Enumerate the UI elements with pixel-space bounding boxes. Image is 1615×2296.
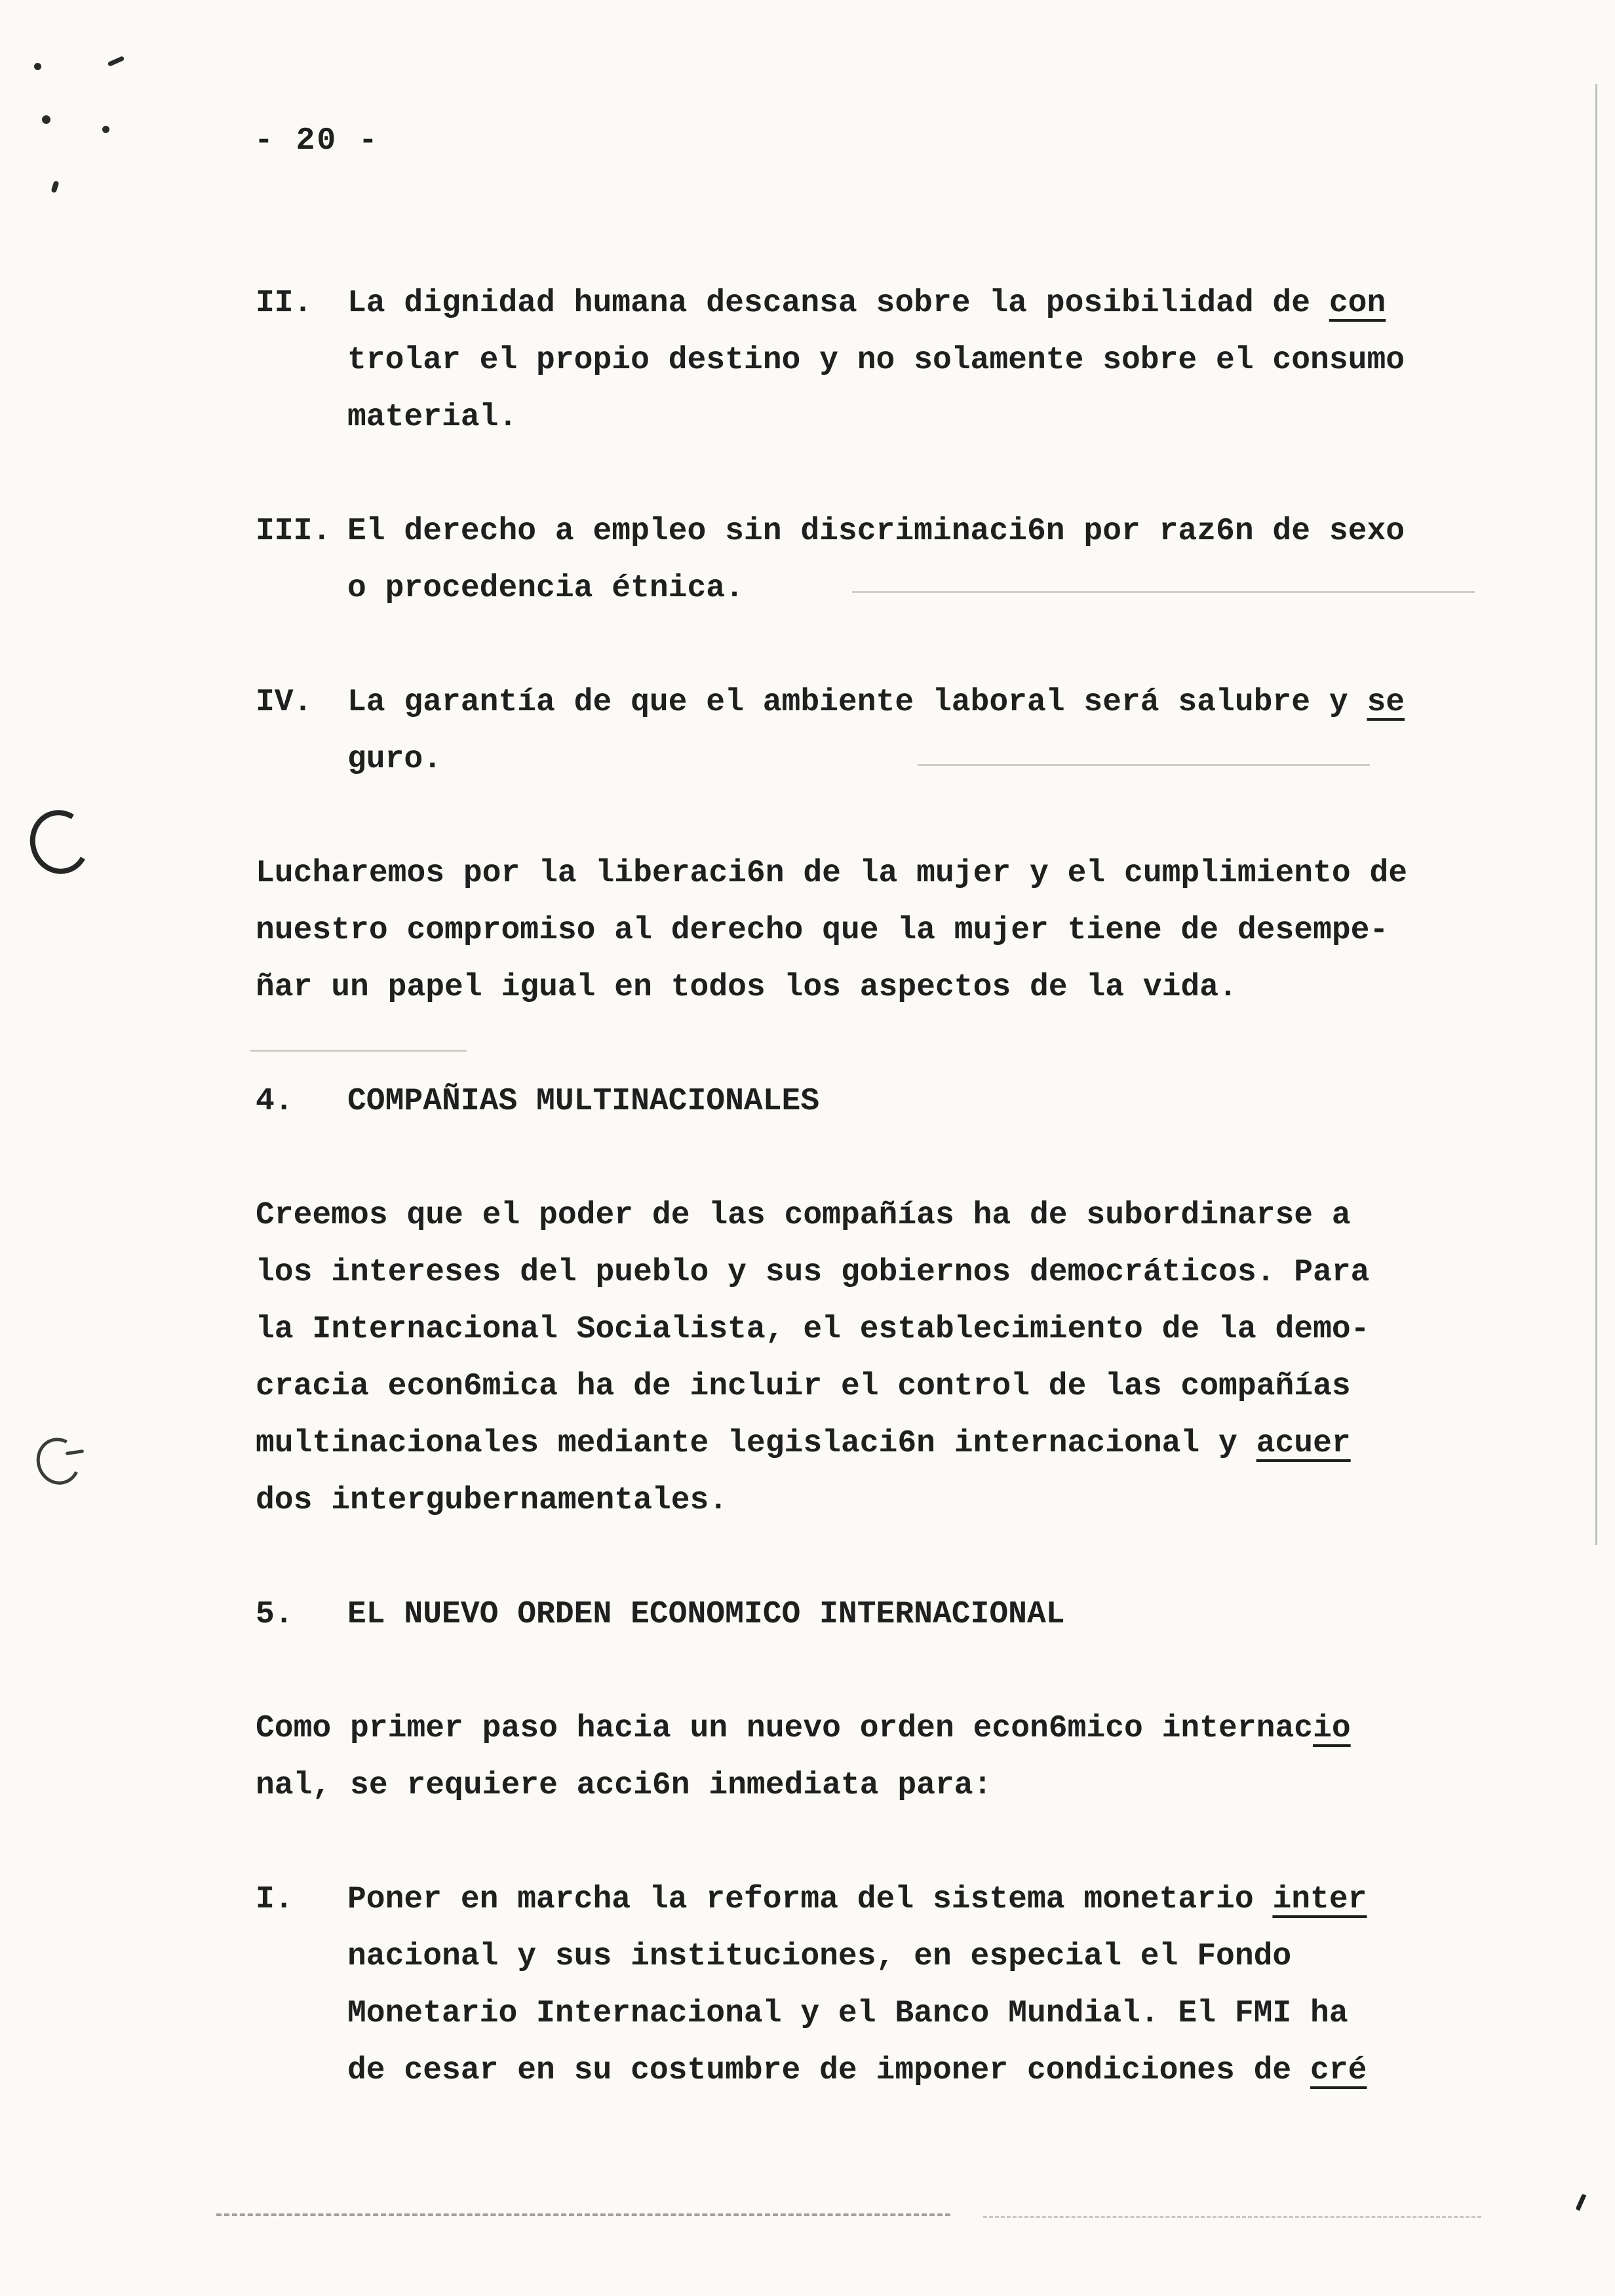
text-line: COMPAÑIAS MULTINACIONALES <box>347 1084 820 1119</box>
text-line: guro. <box>347 742 442 777</box>
text-line: Poner en marcha la reforma del sistema monetario inter <box>347 1882 1367 1917</box>
bottom-edge-artifact <box>983 2216 1481 2218</box>
text-line: de cesar en su costumbre de imponer condiciones de cré <box>347 2053 1367 2088</box>
text-lines <box>256 845 1540 1016</box>
item-marker: II. <box>256 286 313 321</box>
bottom-edge-artifact <box>216 2213 950 2216</box>
text-line: dos intergubernamentales. <box>256 1483 728 1518</box>
ink-speck <box>102 126 109 133</box>
text-line: nuestro compromiso al derecho que la mujer tiene de desempe- <box>256 913 1389 948</box>
document-body <box>256 275 1540 2156</box>
paragraph <box>256 1700 1540 1814</box>
text-lines <box>347 674 1540 788</box>
ink-speck <box>50 180 59 193</box>
item-marker: IV. <box>256 685 313 720</box>
list-item <box>256 275 1540 446</box>
text-lines <box>256 1700 1540 1814</box>
text-lines <box>347 1586 1540 1643</box>
text-line: Monetario Internacional y el Banco Mundial. El FMI ha <box>347 1996 1348 2031</box>
text-line: La dignidad humana descansa sobre la posibilidad de con <box>347 286 1386 321</box>
text-line: La garantía de que el ambiente laboral será salubre y se <box>347 685 1405 720</box>
text-line: EL NUEVO ORDEN ECONOMICO INTERNACIONAL <box>347 1597 1065 1632</box>
underlined-syllable: se <box>1367 685 1405 720</box>
ink-speck <box>107 56 125 67</box>
smudge-artifact <box>250 1050 467 1052</box>
item-marker: 5. <box>256 1597 294 1632</box>
handwritten-paren-mark <box>23 804 96 881</box>
list-item <box>256 674 1540 788</box>
item-marker: III. <box>256 514 332 549</box>
scan-line-artifact <box>1595 84 1597 1545</box>
text-lines <box>256 1187 1540 1529</box>
text-lines <box>347 503 1540 617</box>
text-line: Como primer paso hacia un nuevo orden econ6mico internacio <box>256 1711 1351 1746</box>
underlined-syllable: inter <box>1272 1882 1367 1917</box>
list-item <box>256 1871 1540 2099</box>
text-line: Lucharemos por la liberaci6n de la mujer y el cumplimiento de <box>256 856 1408 891</box>
corner-ink-mark <box>1575 2194 1592 2214</box>
ink-speck <box>34 63 41 70</box>
handwritten-paren-mark <box>30 1432 86 1491</box>
text-line: trolar el propio destino y no solamente sobre el consumo <box>347 343 1405 378</box>
paragraph <box>256 1187 1540 1529</box>
text-line: ñar un papel igual en todos los aspectos de la vida. <box>256 970 1237 1005</box>
smudge-artifact <box>918 764 1370 766</box>
section-heading <box>256 1073 1540 1130</box>
text-line: cracia econ6mica ha de incluir el control de las compañías <box>256 1369 1351 1404</box>
underlined-syllable: con <box>1329 286 1386 321</box>
text-line: nacional y sus instituciones, en especial el Fondo <box>347 1939 1292 1974</box>
underlined-syllable: acuer <box>1256 1426 1351 1461</box>
text-lines <box>347 1073 1540 1130</box>
text-line: nal, se requiere acci6n inmediata para: <box>256 1768 992 1803</box>
text-line: o procedencia étnica. <box>347 571 744 606</box>
item-marker: 4. <box>256 1084 294 1119</box>
text-line: material. <box>347 400 518 435</box>
smudge-artifact <box>852 591 1475 593</box>
text-lines <box>347 1871 1540 2099</box>
item-marker: I. <box>256 1882 294 1917</box>
text-line: los intereses del pueblo y sus gobiernos democráticos. Para <box>256 1255 1370 1290</box>
section-heading <box>256 1586 1540 1643</box>
text-line: Creemos que el poder de las compañías ha de subordinarse a <box>256 1198 1351 1233</box>
list-item <box>256 503 1540 617</box>
text-line: multinacionales mediante legislaci6n internacional y acuer <box>256 1426 1351 1461</box>
paragraph <box>256 845 1540 1016</box>
underlined-syllable: io <box>1313 1711 1351 1746</box>
text-lines <box>347 275 1540 446</box>
page-number: - 20 - <box>254 123 379 159</box>
text-line: El derecho a empleo sin discriminaci6n por raz6n de sexo <box>347 514 1405 549</box>
text-line: la Internacional Socialista, el establecimiento de la demo- <box>256 1312 1370 1347</box>
ink-speck <box>42 115 50 124</box>
underlined-syllable: cré <box>1310 2053 1367 2088</box>
